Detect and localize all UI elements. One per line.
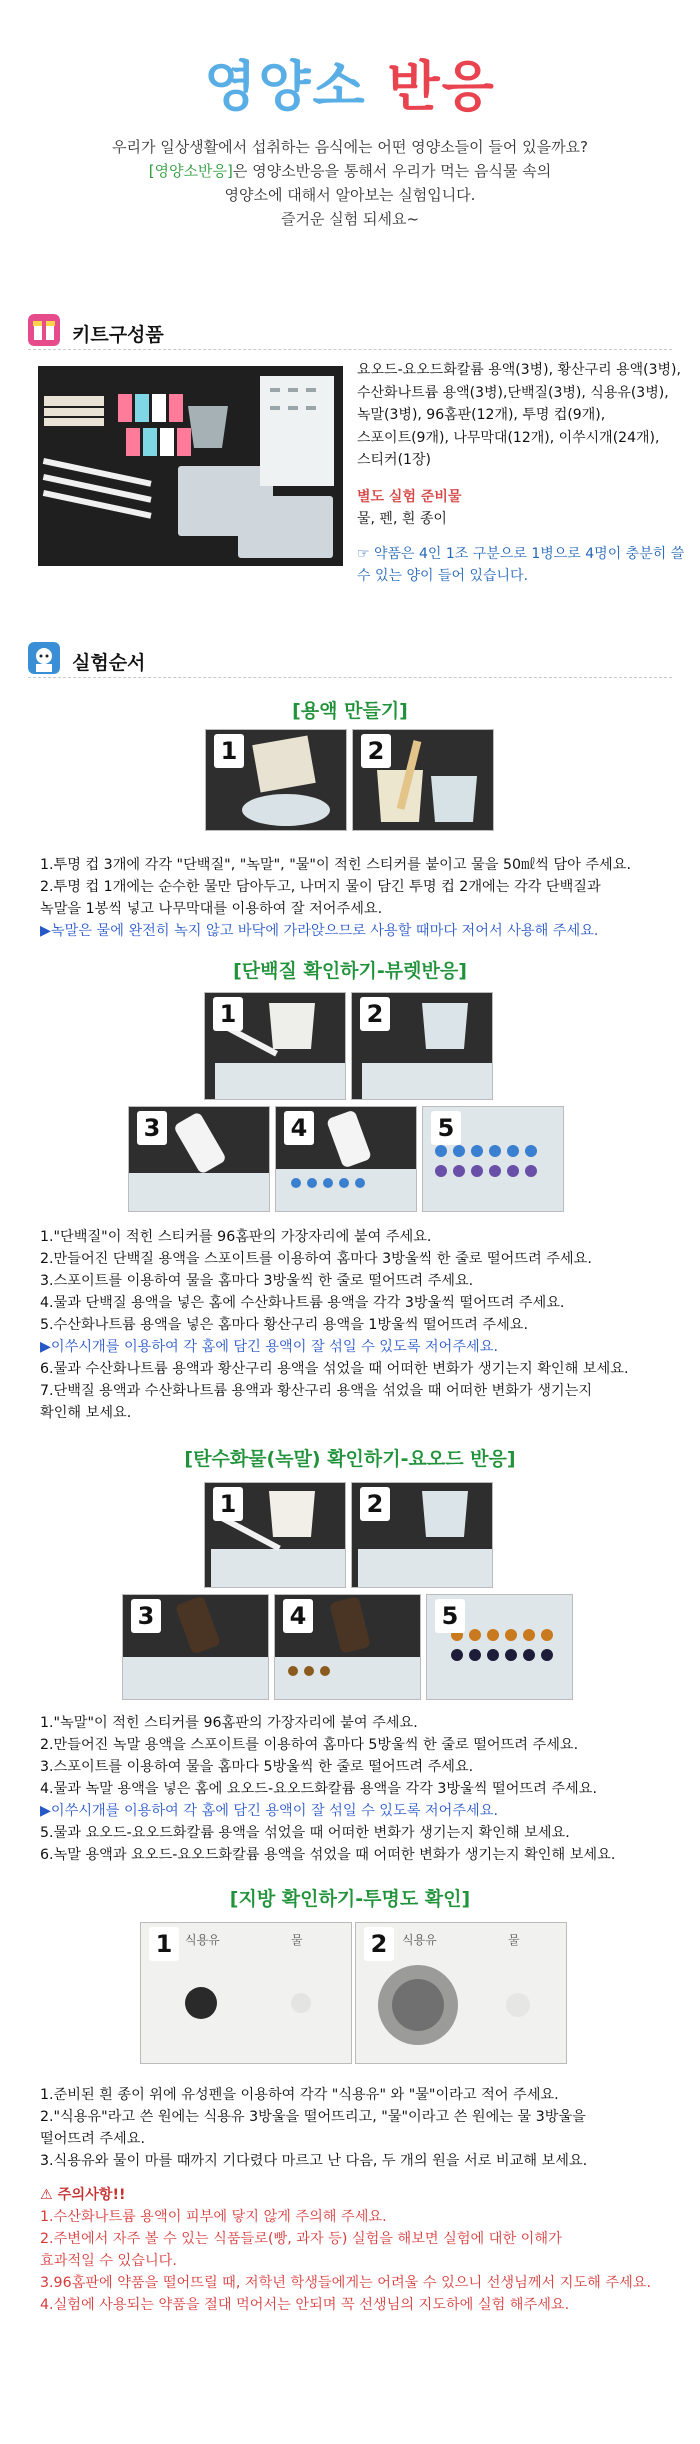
- kit-line: 스포이트(9개), 나무막대(12개), 이쑤시개(24개),: [357, 429, 660, 446]
- step-photo: [422, 1106, 564, 1212]
- intro-line1: 우리가 일상생활에서 섭취하는 음식에는 어떤 영양소들이 들어 있을까요?: [111, 138, 589, 156]
- intro-line2-rest: 은 영양소반응을 통해서 우리가 먹는 음식물 속의: [232, 162, 552, 180]
- step-line: 2."식용유"라고 쓴 원에는 식용유 3방울을 떨어뜨리고, "물"이라고 쓴 원에는 물 3방울을: [40, 2109, 586, 2125]
- kit-heading: [28, 314, 672, 350]
- step-line: 녹말을 1봉씩 넣고 나무막대를 이용하여 잘 저어주세요.: [40, 901, 383, 917]
- photo-number: 1: [213, 997, 243, 1031]
- step-photo: [274, 1594, 421, 1700]
- kit-line: 요오드-요오드화칼륨 용액(3병), 황산구리 용액(3병),: [357, 362, 681, 378]
- paper-label: 물: [508, 1933, 520, 1947]
- section-steps: [40, 1712, 680, 1866]
- kit-note: ☞ 약품은 4인 1조 구분으로 1병으로 4명이 충분히 쓸 수 있는 양이 들어 있습니다.: [357, 545, 685, 584]
- caution-item: 3.96홈판에 약품을 떨어뜨릴 때, 저학년 학생들에게는 어려울 수 있으니 선생님께서 지도해 주세요.: [40, 2275, 652, 2291]
- step-photo: [351, 1482, 493, 1588]
- step-line: 7.단백질 용액과 수산화나트륨 용액과 황산구리 용액을 섞었을 때 어떠한 변화가 생기는지: [40, 1383, 593, 1399]
- step-line: 6.녹말 용액과 요오드-요오드화칼륨 용액을 섞었을 때 어떠한 변화가 생기는지 확인해 보세요.: [40, 1847, 616, 1863]
- caution-item: 4.실험에 사용되는 약품을 절대 먹어서는 안되며 꼭 선생님의 지도하에 실험 해주세요.: [40, 2297, 570, 2313]
- step-line: 2.만들어진 단백질 용액을 스포이트를 이용하여 홈마다 3방울씩 한 줄로 떨어뜨려 주세요.: [40, 1251, 592, 1267]
- step-photo: [204, 992, 346, 1100]
- step-line: 4.물과 단백질 용액을 넣은 홈에 수산화나트륨 용액을 각각 3방울씩 떨어뜨려 주세요.: [40, 1295, 565, 1311]
- caution-item: 2.주변에서 자주 볼 수 있는 식품들로(빵, 과자 등) 실험을 해보면 실험에 대한 이해가: [40, 2231, 562, 2247]
- kit-contents: [357, 359, 687, 588]
- photo-number: 3: [137, 1111, 167, 1145]
- step-note: ▶이쑤시개를 이용하여 각 홈에 담긴 용액이 잘 섞일 수 있도록 저어주세요.: [40, 1803, 498, 1819]
- paper-label: 식용유: [185, 1933, 220, 1947]
- kit-line: 스티커(1장): [357, 452, 431, 468]
- step-photo: [351, 992, 493, 1100]
- procedure-heading-divider: [28, 677, 672, 678]
- procedure-heading: [28, 642, 672, 678]
- intro-line4: 즐거운 실험 되세요~: [280, 210, 420, 228]
- step-line: 2.만들어진 녹말 용액을 스포이트를 이용하여 홈마다 5방울씩 한 줄로 떨어뜨려 주세요.: [40, 1737, 579, 1753]
- step-photo: [205, 729, 347, 831]
- photo-number: 5: [431, 1111, 461, 1145]
- step-photo: [122, 1594, 269, 1700]
- section-steps: [40, 2084, 680, 2172]
- step-line: 1."단백질"이 적힌 스티커를 96홈판의 가장자리에 붙여 주세요.: [40, 1229, 432, 1245]
- section-title: [단백질 확인하기-뷰렛반응]: [233, 960, 467, 982]
- caution-item: 1.수산화나트륨 용액이 피부에 닿지 않게 주의해 주세요.: [40, 2209, 387, 2225]
- section-title: [탄수화물(녹말) 확인하기-요오드 반응]: [184, 1448, 516, 1470]
- step-photo: [355, 1922, 567, 2064]
- section-steps: [40, 854, 680, 942]
- kit-line: 녹말(3병), 96홈판(12개), 투명 컵(9개),: [357, 407, 606, 423]
- intro-highlight: [영양소반응]: [148, 162, 233, 180]
- photo-number: 2: [361, 734, 391, 768]
- title-part1: 영양소: [204, 55, 367, 118]
- caution-block: [40, 2184, 680, 2316]
- step-line: 3.식용유와 물이 마를 때까지 기다렸다 마르고 난 다음, 두 개의 원을 서로 비교해 보세요.: [40, 2153, 588, 2169]
- step-line: 4.물과 녹말 용액을 넣은 홈에 요오드-요오드화칼륨 용액을 각각 3방울씩 떨어뜨려 주세요.: [40, 1781, 597, 1797]
- photo-number: 4: [284, 1111, 314, 1145]
- photo-number: 5: [435, 1599, 465, 1633]
- intro: [0, 135, 700, 231]
- step-line: 5.물과 요오드-요오드화칼륨 용액을 섞었을 때 어떠한 변화가 생기는지 확인해 보세요.: [40, 1825, 570, 1841]
- kit-extra-items: 물, 펜, 흰 종이: [357, 511, 447, 527]
- paper-label: 물: [291, 1933, 303, 1947]
- step-line: 확인해 보세요.: [40, 1405, 132, 1421]
- step-photo: [352, 729, 494, 831]
- kit-heading-label: 키트구성품: [72, 324, 164, 346]
- kit-box-icon: [28, 314, 60, 346]
- section-title: [용액 만들기]: [292, 700, 408, 722]
- scientist-icon: [28, 642, 60, 674]
- step-note: ▶녹말은 물에 완전히 녹지 않고 바닥에 가라앉으므로 사용할 때마다 저어서 사용해 주세요.: [40, 923, 599, 939]
- step-photo: [140, 1922, 352, 2064]
- kit-extra-title: 별도 실험 준비물: [357, 488, 462, 505]
- title-part2: 반응: [387, 55, 496, 118]
- photo-number: 2: [360, 1487, 390, 1521]
- intro-line2: [0, 159, 700, 183]
- caution-item: 효과적일 수 있습니다.: [40, 2253, 177, 2269]
- photo-number: 2: [364, 1927, 394, 1961]
- photo-number: 4: [283, 1599, 313, 1633]
- procedure-heading-label: 실험순서: [72, 652, 146, 674]
- kit-photo: [38, 366, 343, 566]
- step-photo: [275, 1106, 417, 1212]
- step-line: 1."녹말"이 적힌 스티커를 96홈판의 가장자리에 붙여 주세요.: [40, 1715, 418, 1731]
- section-title: [지방 확인하기-투명도 확인]: [229, 1888, 471, 1910]
- step-photo: [426, 1594, 573, 1700]
- kit-heading-divider: [28, 349, 672, 350]
- photo-number: 1: [149, 1927, 179, 1961]
- step-photo: [128, 1106, 270, 1212]
- step-line: 1.준비된 흰 종이 위에 유성펜을 이용하여 각각 "식용유" 와 "물"이라고 적어 주세요.: [40, 2087, 559, 2103]
- photo-number: 1: [213, 1487, 243, 1521]
- photo-number: 3: [131, 1599, 161, 1633]
- step-line: 2.투명 컵 1개에는 순수한 물만 담아두고, 나머지 물이 담긴 투명 컵 2개에는 각각 단백질과: [40, 879, 601, 895]
- photo-number: 2: [360, 997, 390, 1031]
- photo-number: 1: [214, 734, 244, 768]
- section-steps: [40, 1226, 680, 1424]
- step-line: 3.스포이트를 이용하여 물을 홈마다 5방울씩 한 줄로 떨어뜨려 주세요.: [40, 1759, 474, 1775]
- page-title: [0, 44, 700, 121]
- intro-line3: 영양소에 대해서 알아보는 실험입니다.: [224, 186, 476, 204]
- step-line: 3.스포이트를 이용하여 물을 홈마다 3방울씩 한 줄로 떨어뜨려 주세요.: [40, 1273, 474, 1289]
- step-note: ▶이쑤시개를 이용하여 각 홈에 담긴 용액이 잘 섞일 수 있도록 저어주세요.: [40, 1339, 498, 1355]
- paper-label: 식용유: [402, 1933, 437, 1947]
- caution-title: ⚠ 주의사항!!: [40, 2187, 126, 2203]
- step-line: 떨어뜨려 주세요.: [40, 2131, 145, 2147]
- step-line: 6.물과 수산화나트륨 용액과 황산구리 용액을 섞었을 때 어떠한 변화가 생기는지 확인해 보세요.: [40, 1361, 629, 1377]
- step-photo: [204, 1482, 346, 1588]
- step-line: 1.투명 컵 3개에 각각 "단백질", "녹말", "물"이 적힌 스티커를 붙이고 물을 50㎖씩 담아 주세요.: [40, 857, 631, 873]
- kit-line: 수산화나트륨 용액(3병),단백질(3병), 식용유(3병),: [357, 384, 669, 401]
- step-line: 5.수산화나트륨 용액을 넣은 홈마다 황산구리 용액을 1방울씩 떨어뜨려 주세요.: [40, 1317, 529, 1333]
